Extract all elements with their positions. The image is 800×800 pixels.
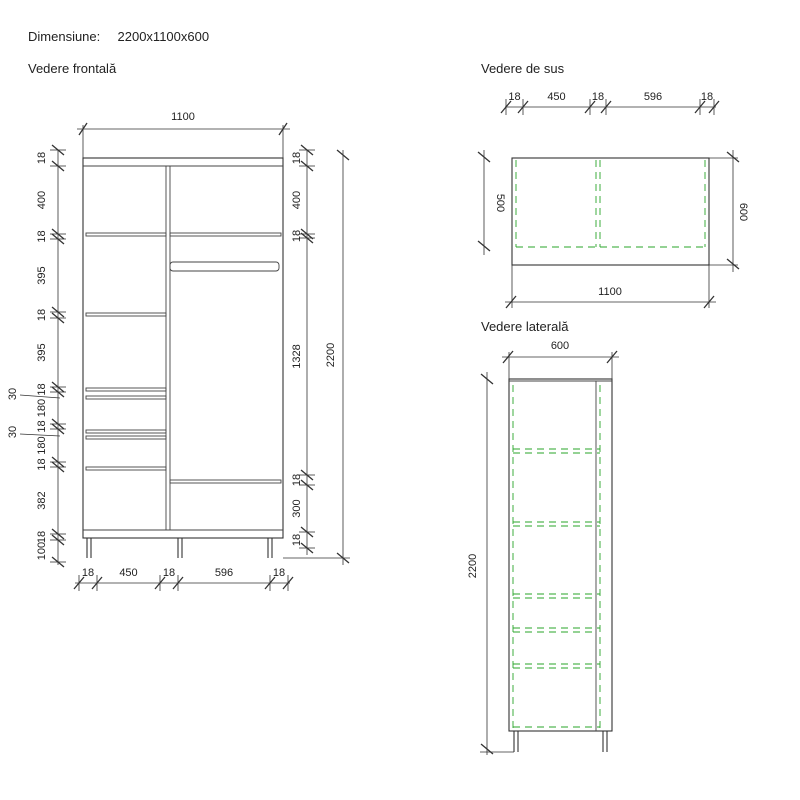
front-bottom-labels bbox=[82, 567, 285, 579]
dim-label: 18 bbox=[290, 533, 303, 547]
top-view-title: Vedere de sus bbox=[481, 61, 565, 76]
front-right-shelf bbox=[170, 233, 281, 236]
hanging-rail bbox=[170, 262, 279, 271]
front-left-labels bbox=[36, 152, 48, 560]
dim-label: 18 bbox=[35, 383, 48, 396]
front-leader-label: 30 bbox=[7, 425, 19, 439]
dim-label: 18 bbox=[162, 567, 176, 579]
front-left-shelf bbox=[86, 388, 166, 391]
dim-label: 18 bbox=[290, 229, 303, 243]
side-depth-label: 600 bbox=[550, 340, 570, 352]
leader-line bbox=[20, 434, 60, 436]
front-right-shelf bbox=[170, 480, 281, 483]
front-left-shelf bbox=[86, 233, 166, 236]
front-left-shelf bbox=[86, 313, 166, 316]
front-left-shelf bbox=[86, 396, 166, 399]
dim-label: 18 bbox=[35, 308, 48, 322]
side-view bbox=[467, 340, 619, 755]
top-width-label: 1100 bbox=[598, 286, 622, 298]
dim-label: 450 bbox=[119, 567, 138, 579]
dim-label: 18 bbox=[290, 151, 303, 165]
dim-label: 100 bbox=[35, 541, 48, 561]
top-depth-label: 600 bbox=[737, 202, 749, 222]
dim-label: 18 bbox=[35, 151, 48, 165]
dim-label: 300 bbox=[290, 499, 303, 518]
front-view bbox=[7, 111, 350, 591]
dim-label: 450 bbox=[547, 91, 566, 103]
dim-label: 18 bbox=[290, 473, 303, 487]
dim-label: 18 bbox=[508, 91, 521, 103]
front-left-shelf bbox=[86, 467, 166, 470]
front-carcass bbox=[83, 158, 283, 538]
dim-label: 180 bbox=[35, 398, 48, 418]
dim-label: 382 bbox=[35, 491, 48, 510]
front-left-shelf bbox=[86, 430, 166, 433]
dim-label: 18 bbox=[700, 91, 714, 103]
dim-label: 18 bbox=[35, 230, 48, 243]
top-outline bbox=[512, 158, 709, 265]
dim-label: 1328 bbox=[290, 344, 303, 369]
side-height-label: 2200 bbox=[467, 553, 479, 579]
side-outline bbox=[509, 379, 612, 731]
dimension-label: Dimensiune: bbox=[28, 29, 101, 44]
side-view-title: Vedere laterală bbox=[481, 319, 569, 334]
front-width-label: 1100 bbox=[171, 111, 195, 123]
dim-label: 596 bbox=[214, 567, 234, 579]
dim-label: 400 bbox=[290, 190, 303, 210]
dim-label: 18 bbox=[272, 567, 286, 579]
dim-label: 18 bbox=[35, 458, 48, 471]
dim-label: 180 bbox=[35, 436, 48, 455]
dimension-value: 2200x1100x600 bbox=[117, 29, 210, 44]
dim-label: 18 bbox=[591, 91, 605, 103]
front-view-title: Vedere frontală bbox=[28, 61, 117, 76]
dim-label: 395 bbox=[35, 343, 48, 362]
top-inner-depth-label: 500 bbox=[494, 193, 506, 213]
front-left-shelf bbox=[86, 436, 166, 439]
top-view bbox=[478, 91, 749, 308]
dim-label: 18 bbox=[81, 567, 95, 579]
dim-label: 18 bbox=[35, 530, 48, 544]
front-right-labels bbox=[291, 152, 303, 546]
dim-label: 395 bbox=[35, 266, 48, 285]
front-total-height-label: 2200 bbox=[325, 342, 337, 368]
dim-label: 18 bbox=[35, 420, 48, 433]
dim-label: 596 bbox=[643, 91, 663, 103]
dim-label: 400 bbox=[35, 190, 48, 210]
front-leader-label: 30 bbox=[7, 387, 19, 401]
